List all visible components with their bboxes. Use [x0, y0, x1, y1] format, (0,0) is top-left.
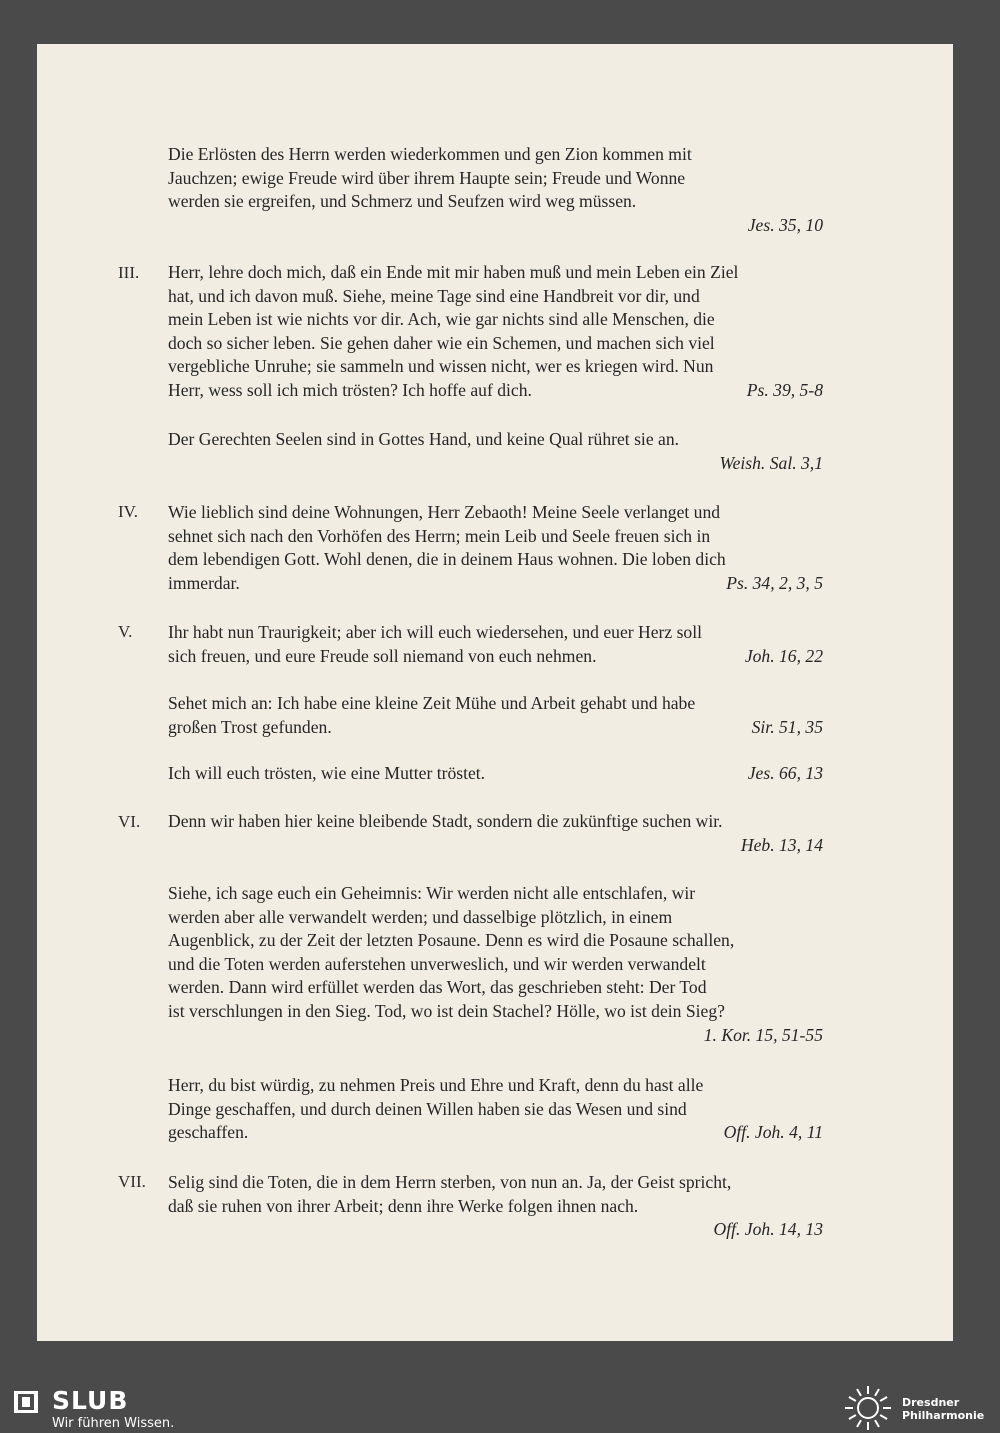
verse-line: und die Toten werden auferstehen unverweslich, und wir werden verwandelt	[168, 953, 706, 974]
verse-text	[168, 1171, 823, 1218]
verse-line	[168, 379, 823, 403]
partner-name-line1: Dresdner	[902, 1396, 960, 1409]
verse-reference: 1. Kor. 15, 51-55	[703, 1024, 823, 1045]
verse-text	[168, 762, 823, 786]
verse-line: Augenblick, zu der Zeit der letzten Posaune. Denn es wird die Posaune schallen,	[168, 930, 735, 951]
verse-text	[168, 143, 823, 214]
section-numeral: III.	[118, 263, 140, 282]
verse-reference: Heb. 13, 14	[740, 834, 823, 855]
partner-name-line2: Philharmonie	[902, 1409, 985, 1422]
verse-text	[168, 621, 823, 668]
verse-line	[168, 1121, 823, 1145]
verse-line: doch so sicher leben. Sie gehen daher wie ein Schemen, und machen sich viel	[168, 332, 715, 353]
verse-text	[168, 261, 823, 403]
verse-reference: Off. Joh. 14, 13	[713, 1219, 823, 1240]
verse-line-text: sich freuen, und eure Freude soll niemand von euch nehmen.	[168, 645, 597, 666]
partner-name[interactable]	[902, 1396, 984, 1422]
verse-reference: Sir. 51, 35	[751, 716, 823, 737]
verse-line: ist verschlungen in den Sieg. Tod, wo ist dein Stachel? Hölle, wo ist dein Sieg?	[168, 1000, 725, 1021]
verse-line	[168, 645, 823, 669]
section-numeral: V.	[118, 622, 133, 641]
verse-reference: Joh. 16, 22	[744, 645, 823, 666]
verse-line: werden. Dann wird erfüllet werden das Wort, das geschrieben steht: Der Tod	[168, 977, 707, 998]
verse-line	[168, 572, 823, 596]
verse-block-7	[168, 762, 823, 786]
verse-block-11	[168, 1171, 823, 1242]
verse-block-8	[168, 810, 823, 857]
verse-line: Wie lieblich sind deine Wohnungen, Herr Zebaoth! Meine Seele verlanget und	[168, 502, 721, 522]
verse-line: werden sie ergreifen, und Schmerz und Seufzen wird weg müssen.	[168, 191, 637, 212]
verse-block-1	[168, 143, 823, 237]
verse-line: Herr, lehre doch mich, daß ein Ende mit mir haben muß und mein Leben ein Ziel	[168, 262, 739, 282]
verse-reference: Weish. Sal. 3,1	[719, 452, 823, 473]
verse-reference: Ps. 34, 2, 3, 5	[726, 572, 823, 593]
verse-line-text: Ich will euch trösten, wie eine Mutter tröstet.	[168, 763, 486, 783]
verse-text	[168, 692, 823, 739]
section-numeral: VI.	[118, 812, 141, 831]
verse-reference: Jes. 66, 13	[747, 763, 823, 783]
verse-block-5	[168, 621, 823, 668]
verse-line: vergebliche Unruhe; sie sammeln und wissen nicht, wer es kriegen wird. Nun	[168, 356, 714, 377]
verse-line: werden aber alle verwandelt werden; und dasselbige plötzlich, in einem	[168, 906, 673, 927]
library-tagline: Wir führen Wissen.	[52, 1416, 175, 1431]
verse-text	[168, 501, 823, 595]
verse-text	[168, 882, 823, 1024]
verse-line: Der Gerechten Seelen sind in Gottes Hand, und keine Qual rühret sie an.	[168, 429, 680, 449]
verse-line: Jauchzen; ewige Freude wird über ihrem Haupte sein; Freude und Wonne	[168, 167, 686, 188]
section-numeral: VII.	[118, 1172, 146, 1191]
verse-line: dem lebendigen Gott. Wohl denen, die in deinem Haus wohnen. Die loben dich	[168, 549, 726, 570]
verse-line: Herr, du bist würdig, zu nehmen Preis und Ehre und Kraft, denn du hast alle	[168, 1075, 704, 1095]
verse-line	[168, 716, 823, 740]
verse-text	[168, 428, 823, 452]
verse-line: Selig sind die Toten, die in dem Herrn sterben, von nun an. Ja, der Geist spricht,	[168, 1172, 732, 1192]
verse-block-9	[168, 882, 823, 1047]
verse-line: Die Erlösten des Herrn werden wiederkommen und gen Zion kommen mit	[168, 144, 692, 164]
philharmonie-logo-icon[interactable]	[843, 1385, 893, 1431]
verse-line-text: immerdar.	[168, 572, 240, 593]
verse-line: Denn wir haben hier keine bleibende Stadt, sondern die zukünftige suchen wir.	[168, 811, 723, 831]
verse-reference: Jes. 35, 10	[747, 214, 823, 235]
verse-text	[168, 810, 823, 834]
verse-line	[168, 762, 823, 786]
verse-line: Dinge geschaffen, und durch deinen Willen haben sie das Wesen und sind	[168, 1098, 687, 1119]
verse-text	[168, 1074, 823, 1145]
verse-line: hat, und ich davon muß. Siehe, meine Tage sind eine Handbreit vor dir, und	[168, 285, 700, 306]
verse-block-6	[168, 692, 823, 739]
verse-block-10	[168, 1074, 823, 1145]
verse-line: Siehe, ich sage euch ein Geheimnis: Wir werden nicht alle entschlafen, wir	[168, 883, 696, 903]
verse-line: mein Leben ist wie nichts vor dir. Ach, wie gar nichts sind alle Menschen, die	[168, 309, 715, 330]
slub-logo-icon[interactable]	[13, 1389, 39, 1415]
verse-line: sehnet sich nach den Vorhöfen des Herrn; mein Leib und Seele freuen sich in	[168, 525, 711, 546]
verse-line-text: großen Trost gefunden.	[168, 716, 332, 737]
verse-block-4	[168, 501, 823, 595]
verse-line-text: Herr, wess soll ich mich trösten? Ich hoffe auf dich.	[168, 379, 532, 400]
verse-block-2	[168, 261, 823, 403]
verse-line: daß sie ruhen von ihrer Arbeit; denn ihre Werke folgen ihnen nach.	[168, 1195, 639, 1216]
verse-block-3	[168, 428, 823, 475]
library-name[interactable]: SLUB	[52, 1386, 129, 1415]
section-numeral: IV.	[118, 502, 138, 521]
verse-reference: Ps. 39, 5-8	[746, 379, 823, 400]
verse-line: Sehet mich an: Ich habe eine kleine Zeit Mühe und Arbeit gehabt und habe	[168, 693, 696, 713]
verse-line: Ihr habt nun Traurigkeit; aber ich will euch wiedersehen, und euer Herz soll	[168, 622, 703, 642]
verse-line-text: geschaffen.	[168, 1122, 249, 1143]
verse-reference: Off. Joh. 4, 11	[723, 1122, 823, 1143]
